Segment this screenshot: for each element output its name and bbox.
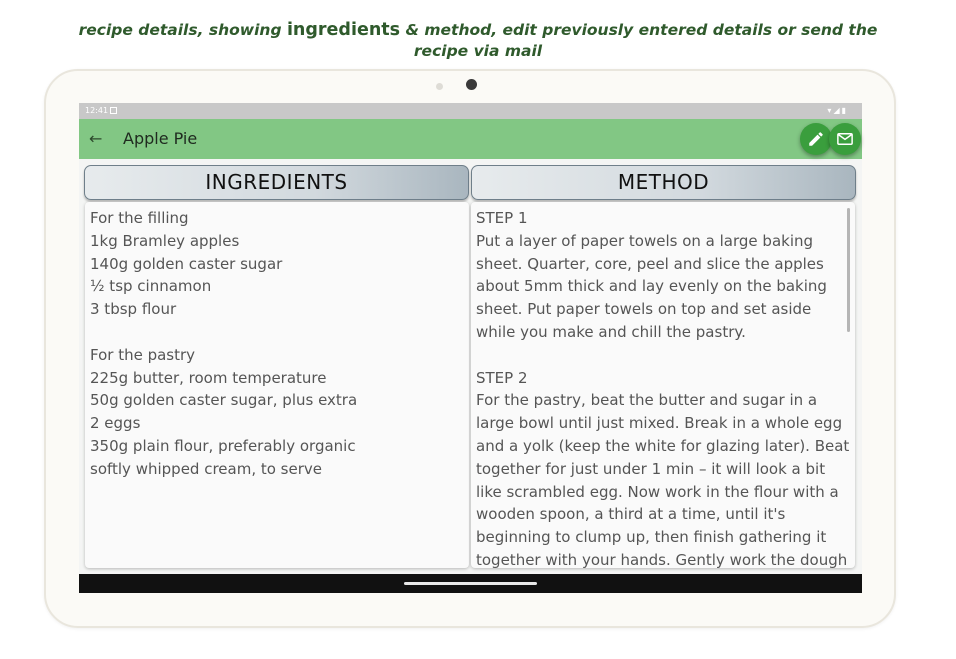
wifi-icon: ▾ bbox=[827, 106, 834, 115]
page-title: Apple Pie bbox=[123, 129, 198, 148]
app-bar bbox=[79, 119, 862, 159]
home-handle[interactable] bbox=[404, 582, 537, 585]
status-bar bbox=[79, 103, 862, 119]
pencil-icon bbox=[807, 130, 825, 148]
caption-part3: & method, edit previously entered details or send the bbox=[400, 21, 878, 39]
edit-button[interactable] bbox=[800, 123, 832, 155]
list-item: 1kg Bramley apples bbox=[90, 231, 240, 250]
list-item: 225g butter, room temperature bbox=[90, 368, 327, 387]
list-item: softly whipped cream, to serve bbox=[90, 459, 323, 478]
tab-method[interactable]: METHOD bbox=[471, 165, 856, 200]
list-item: ½ tsp cinnamon bbox=[90, 277, 212, 296]
status-time: 12:41 bbox=[85, 106, 109, 115]
battery-icon: ▮ bbox=[841, 106, 848, 115]
status-icons bbox=[827, 103, 848, 119]
list-item: 3 tbsp flour bbox=[90, 300, 177, 319]
navigation-bar bbox=[79, 574, 862, 593]
caption-part1: recipe details, showing bbox=[78, 21, 287, 39]
front-camera bbox=[466, 79, 477, 90]
light-sensor bbox=[436, 83, 443, 90]
list-item: 2 eggs bbox=[90, 414, 141, 433]
method-scrollbar[interactable] bbox=[847, 208, 850, 332]
list-item: For the pastry bbox=[90, 345, 196, 364]
ingredients-panel[interactable] bbox=[85, 202, 469, 568]
list-item: 140g golden caster sugar bbox=[90, 254, 283, 273]
list-item: For the filling bbox=[90, 209, 189, 227]
list-item bbox=[90, 321, 469, 344]
screenshot-caption bbox=[0, 20, 956, 62]
send-mail-button[interactable] bbox=[829, 123, 861, 155]
tab-ingredients[interactable]: INGREDIENTS bbox=[84, 165, 469, 200]
caption-line2: recipe via mail bbox=[413, 42, 543, 60]
notification-icon bbox=[110, 107, 117, 114]
mail-icon bbox=[836, 130, 854, 148]
arrow-left-icon[interactable]: ← bbox=[89, 129, 103, 148]
caption-part2: ingredients bbox=[286, 20, 401, 40]
list-item: 50g golden caster sugar, plus extra bbox=[90, 391, 358, 410]
method-panel[interactable] bbox=[471, 202, 855, 568]
device-screen bbox=[79, 103, 862, 593]
method-text: STEP 1 Put a layer of paper towels on a large baking sheet. Quarter, core, peel and slice the apples about 5mm thick and lay evenly on the baking sheet. Put paper towels on top and set aside while you make and chill the pastry. STEP 2 For the pastry, beat the butter and sugar in a large bowl until just mixed. Break in a whole egg and a yolk (keep the white for glazing later). Beat together for just under 1 min – it will look a bit like scrambled egg. Now work in the flour with a wooden spoon, a third at a time, until it's beginning to clump up, then finish gathering it together with your hands. Gently work the dough bbox=[476, 209, 850, 569]
list-item: 350g plain flour, preferably organic bbox=[90, 436, 356, 455]
signal-icon: ◢ bbox=[833, 106, 842, 115]
ingredients-list bbox=[85, 202, 469, 481]
